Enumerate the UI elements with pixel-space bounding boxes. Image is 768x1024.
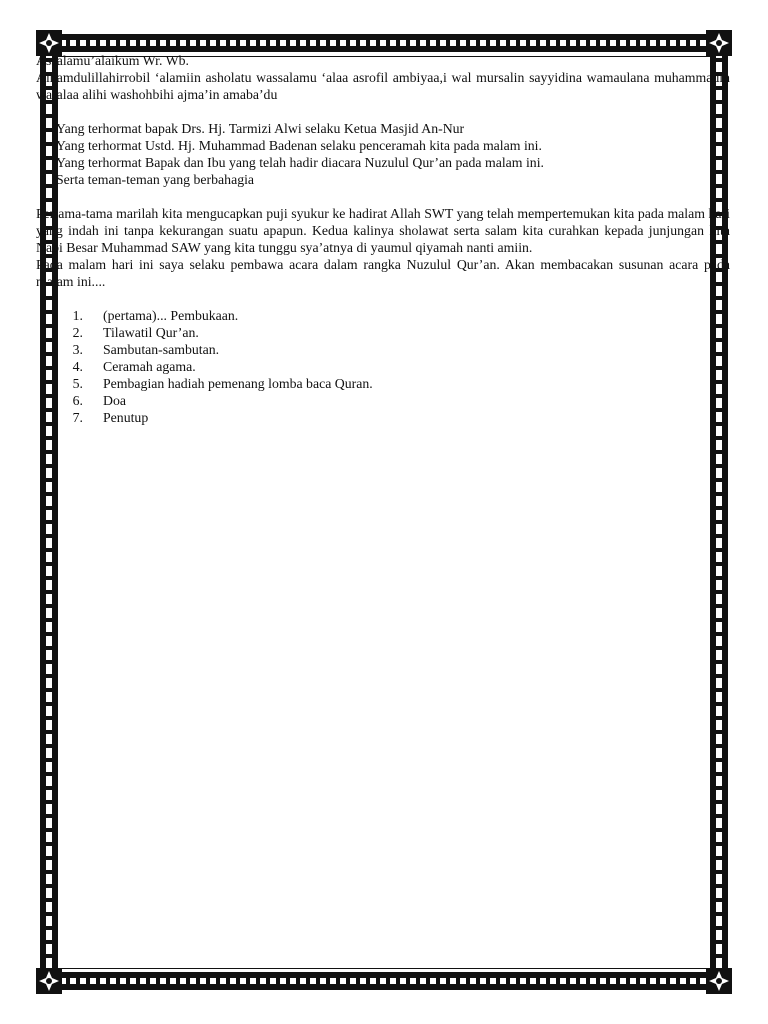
list-item: 5. Pembagian hadiah pemenang lomba baca Quran. <box>72 376 373 391</box>
paragraph-agenda-intro: Pada malam hari ini saya selaku pembawa acara dalam rangka Nuzulul Qur’an. Akan membacakan susunan acara pada malam ini.... <box>36 257 730 289</box>
list-item: 6. Doa <box>72 393 126 408</box>
salutation: Assalamu’alaikum Wr. Wb. <box>36 53 189 68</box>
paragraph-intro: Pertama-tama marilah kita mengucapkan puji syukur ke hadirat Allah SWT yang telah mempertemukan kita pada malam hari yang indah ini tanpa kekurangan suatu apapun. Kedua kalinya sholawat serta salam kita curahkan kepada junjungan kita Nabi Besar Muhammad SAW yang kita tunggu sya’atnya di yaumul qiyamah nanti amiin. <box>36 206 730 255</box>
list-item: Yang terhormat Bapak dan Ibu yang telah hadir diacara Nuzulul Qur’an pada malam ini. <box>36 154 730 171</box>
list-item: 4. Ceramah agama. <box>72 359 196 374</box>
bullet-icon <box>40 159 46 165</box>
border-bottom <box>40 972 728 990</box>
greetings-list <box>36 120 730 188</box>
corner-ornament-icon <box>36 968 62 994</box>
list-item: 2. Tilawatil Qur’an. <box>72 325 199 340</box>
document-body <box>36 52 730 426</box>
inner-border-line <box>58 968 710 969</box>
border-top <box>40 34 728 52</box>
list-item: Serta teman-teman yang berbahagia <box>36 171 730 188</box>
corner-ornament-icon <box>706 968 732 994</box>
list-item: Yang terhormat Ustd. Hj. Muhammad Badenan selaku penceramah kita pada malam ini. <box>36 137 730 154</box>
list-item: Yang terhormat bapak Drs. Hj. Tarmizi Alwi selaku Ketua Masjid An-Nur <box>36 120 730 137</box>
bullet-icon <box>40 125 46 131</box>
list-item: 7. Penutup <box>72 410 149 425</box>
bullet-icon <box>40 142 46 148</box>
agenda-list <box>36 307 730 426</box>
list-item: 1. (pertama)... Pembukaan. <box>72 308 239 323</box>
opening-prayer: Alhamdulillahirrobil ‘alamiin asholatu wassalamu ‘alaa asrofil ambiyaa,i wal mursalin sayyidina wamaulana muhammadin wa‘alaa alihi washohbihi ajma’in amaba’du <box>36 70 730 102</box>
bullet-icon <box>40 176 46 182</box>
list-item: 3. Sambutan-sambutan. <box>72 342 220 357</box>
